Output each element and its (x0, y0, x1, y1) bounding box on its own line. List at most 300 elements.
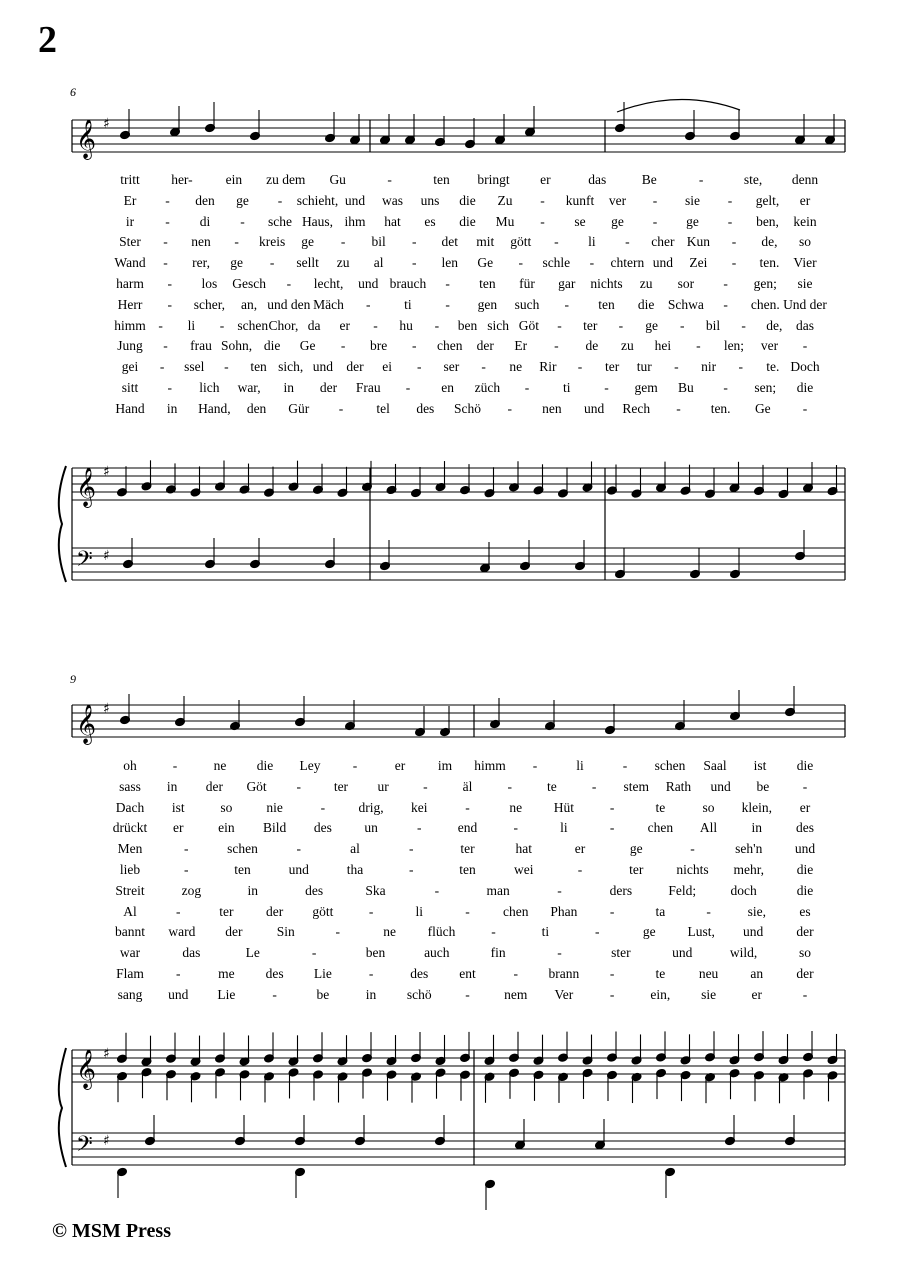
page-number: 2 (38, 19, 57, 61)
lyric-syllable: ten (234, 862, 251, 877)
lyric-syllable: - (240, 213, 245, 229)
lyric-line (0, 945, 900, 965)
lyric-syllable: - (554, 234, 559, 250)
lyric-syllable: chen (502, 903, 529, 919)
lyric-syllable: - (622, 758, 628, 773)
lyric-syllable: len (441, 255, 458, 271)
lyric-syllable: - (507, 400, 512, 416)
lyric-syllable: Ley (299, 758, 321, 773)
lyric-line (0, 276, 900, 296)
lyric-syllable: - (731, 255, 737, 271)
lyric-syllable: so (702, 799, 715, 815)
lyric-syllable: Lust, (687, 924, 715, 940)
lyric-syllable: - (676, 400, 681, 416)
lyric-syllable: in (751, 820, 763, 836)
lyric-syllable: es (799, 903, 811, 919)
lyric-syllable: - (738, 359, 743, 375)
lyric-syllable: sen; (754, 380, 777, 395)
lyric-syllable: scher, (193, 296, 226, 312)
lyric-syllable: ti (404, 296, 412, 312)
lyric-syllable: - (411, 255, 417, 271)
lyric-syllable: ne (509, 359, 523, 375)
lyric-syllable: ne (213, 758, 227, 773)
lyric-syllable: Rath (665, 778, 692, 794)
lyric-line (0, 338, 900, 358)
lyric-syllable: be (756, 778, 770, 794)
lyric-syllable: ge (301, 234, 314, 250)
lyric-syllable: - (802, 986, 808, 1002)
lyric-syllable: so (798, 234, 812, 250)
lyric-syllable: - (172, 758, 178, 773)
measure-number: 6 (70, 85, 76, 99)
lyric-syllable: er (172, 820, 184, 836)
lyric-syllable: - (465, 903, 470, 919)
lyric-syllable: Ster (119, 234, 141, 250)
lyric-syllable: die (256, 758, 274, 773)
lyric-syllable: brann (548, 966, 580, 981)
lyric-syllable: - (368, 966, 374, 981)
lyric-syllable: kreis (258, 234, 286, 250)
lyric-syllable: des (416, 400, 435, 416)
lyric-syllable: bre (370, 338, 388, 354)
lyric-syllable: - (175, 903, 181, 919)
lyric-syllable: ter (219, 903, 234, 919)
lyric-syllable: für (519, 276, 535, 291)
lyric-syllable: wei (514, 862, 534, 877)
lyric-syllable: Lie (217, 986, 236, 1002)
lyric-syllable: - (184, 841, 189, 857)
lyric-syllable: ti (541, 924, 550, 940)
lyric-syllable: sellt (296, 255, 319, 271)
lyric-syllable: Be (641, 172, 657, 187)
lyric-syllable: und (358, 276, 379, 291)
lyric-syllable: te (655, 966, 666, 981)
lyric-syllable: die (459, 192, 476, 208)
lyric-line (0, 297, 900, 317)
lyric-syllable: nir (701, 359, 717, 375)
lyric-syllable: - (340, 338, 346, 354)
lyric-syllable: - (165, 192, 170, 208)
lyric-syllable: de, (766, 317, 783, 333)
lyric-syllable: tha (346, 862, 364, 877)
lyric-syllable: - (609, 966, 615, 981)
lyric-syllable: und den (267, 296, 311, 312)
lyric-syllable: Schwa (667, 296, 704, 312)
lyric-syllable: - (167, 380, 172, 395)
lyric-syllable: sie (701, 986, 717, 1002)
lyric-syllable: Hüt (553, 799, 575, 815)
lyric-syllable: klein, (741, 799, 772, 815)
lyric-syllable: un (364, 820, 378, 836)
lyric-line (0, 172, 900, 192)
lyric-syllable: des (265, 966, 284, 981)
lyric-syllable: - (706, 903, 711, 919)
lyric-syllable: - (491, 924, 496, 940)
lyric-syllable: - (163, 234, 168, 250)
measure-number: 9 (70, 672, 76, 686)
lyric-syllable: ne (509, 799, 523, 815)
lyric-syllable: ver (760, 338, 779, 354)
lyric-syllable: zog (181, 882, 202, 898)
lyric-syllable: gelt, (755, 192, 780, 208)
lyric-syllable: so (798, 945, 812, 961)
lyric-syllable: ter (629, 862, 644, 877)
lyric-syllable: ter (583, 317, 598, 333)
lyric-syllable: schö (406, 986, 432, 1002)
lyric-syllable: - (802, 778, 808, 794)
lyric-syllable: - (652, 192, 658, 208)
lyric-syllable: te. (766, 359, 780, 375)
slur (617, 99, 740, 112)
lyric-syllable: der (476, 338, 494, 354)
lyric-syllable: ge (230, 255, 243, 271)
svg-text:𝄞: 𝄞 (76, 467, 97, 507)
lyric-syllable: mehr, (733, 862, 765, 877)
lyric-syllable: - (423, 778, 428, 794)
lyric-syllable: - (159, 359, 165, 375)
lyric-syllable: der (225, 924, 243, 940)
lyric-syllable: - (595, 924, 600, 940)
lyric-syllable: - (723, 276, 728, 291)
lyric-syllable: des (796, 820, 814, 836)
svg-text:♯: ♯ (103, 464, 110, 480)
lyric-syllable: - (409, 841, 414, 857)
lyric-syllable: himm (474, 758, 506, 773)
lyric-syllable: - (311, 945, 317, 961)
lyric-syllable: Sohn, (221, 338, 253, 354)
lyric-syllable: Flam (116, 966, 144, 981)
lyric-syllable: ein (225, 172, 243, 187)
lyric-syllable: Kun (686, 234, 711, 250)
lyric-syllable: lieb (119, 862, 141, 877)
lyric-syllable: - (589, 255, 595, 271)
lyric-syllable: tur (636, 359, 652, 375)
lyric-syllable: - (604, 380, 609, 395)
lyric-syllable: harm (116, 276, 144, 291)
lyric-syllable: die (796, 862, 814, 877)
lyric-syllable: schen (237, 317, 269, 333)
lyric-syllable: sitt (121, 380, 139, 395)
lyric-syllable: Sin (276, 924, 295, 940)
lyric-syllable: gei (121, 359, 139, 375)
lyric-line (0, 214, 900, 234)
lyric-syllable: Saal (703, 758, 727, 773)
lyric-syllable: len; (723, 338, 745, 354)
lyric-syllable: - (680, 317, 685, 333)
lyric-syllable: das (588, 172, 607, 187)
lyric-syllable: nie (266, 799, 283, 815)
lyric-syllable: ge (611, 213, 624, 229)
lyric-syllable: bringt (477, 172, 510, 187)
lyric-syllable: li (560, 820, 568, 836)
lyric-syllable: der (346, 359, 364, 375)
lyric-syllable: brauch (389, 276, 427, 291)
lyric-syllable: das (796, 317, 814, 333)
lyric-syllable: chen. (750, 296, 780, 312)
lyric-syllable: ste, (743, 172, 763, 187)
lyric-syllable: ge (645, 317, 658, 333)
lyric-syllable: - (296, 778, 301, 794)
lyric-syllable: ein (218, 820, 235, 836)
lyric-syllable: be (316, 986, 330, 1002)
lyric-syllable: die (796, 758, 814, 773)
lyric-syllable: schieht, (296, 192, 339, 208)
lyric-syllable: Chor, (268, 317, 299, 333)
svg-text:𝄞: 𝄞 (76, 119, 97, 159)
lyric-syllable: ben (457, 317, 478, 333)
lyric-syllable: und (583, 400, 605, 416)
lyric-syllable: ge (686, 213, 699, 229)
lyric-syllable: - (731, 234, 737, 250)
lyric-line (0, 193, 900, 213)
lyric-syllable: end (457, 820, 478, 836)
lyric-syllable: doch (730, 882, 757, 898)
lyric-syllable: im (437, 758, 453, 773)
svg-text:♯: ♯ (103, 1046, 110, 1062)
lyric-syllable: ster (611, 945, 631, 961)
lyric-syllable: er (799, 192, 811, 208)
svg-text:𝄢: 𝄢 (76, 547, 93, 577)
lyric-syllable: er (799, 799, 811, 815)
lyric-syllable: - (609, 986, 615, 1002)
lyric-syllable: me (218, 966, 235, 981)
lyric-syllable: - (352, 758, 358, 773)
lyric-syllable: - (591, 778, 597, 794)
lyric-syllable: himm (114, 317, 146, 333)
lyric-syllable: - (540, 213, 545, 229)
lyric-syllable: ser (443, 359, 460, 375)
lyric-syllable: - (674, 359, 679, 375)
lyric-syllable: ge (629, 841, 643, 857)
lyric-syllable: - (465, 986, 470, 1002)
lyric-syllable: Jung (117, 338, 143, 354)
lyric-syllable: - (723, 296, 728, 312)
lyric-syllable: die (637, 296, 655, 312)
lyric-syllable: Vier (793, 255, 817, 271)
lyric-syllable: - (564, 296, 569, 312)
lyric-syllable: - (277, 192, 283, 208)
lyric-syllable: der (319, 380, 338, 395)
lyric-syllable: mit (476, 234, 495, 250)
lyric-syllable: er (751, 986, 763, 1002)
lyric-syllable: nen (191, 234, 211, 250)
lyric-syllable: und (794, 841, 816, 857)
lyric-syllable: en (441, 380, 455, 395)
lyric-syllable: tel (376, 400, 390, 416)
lyric-syllable: los (201, 276, 218, 291)
lyric-syllable: ein, (650, 986, 671, 1002)
lyric-syllable: nichts (676, 862, 709, 877)
lyric-syllable: - (417, 820, 422, 836)
lyric-syllable: in (166, 778, 178, 794)
lyric-syllable: kunft (565, 192, 595, 208)
lyric-syllable: - (158, 317, 163, 333)
lyric-syllable: Le (245, 945, 260, 961)
svg-text:𝄞: 𝄞 (76, 704, 97, 744)
lyric-syllable: ben (365, 945, 386, 961)
lyric-syllable: al (350, 841, 360, 857)
lyric-syllable: in (247, 882, 258, 898)
lyric-syllable: das (182, 945, 201, 961)
lyric-line (0, 255, 900, 275)
lyric-syllable: ten (598, 296, 615, 312)
lyric-syllable: nichts (590, 276, 623, 291)
lyric-syllable: - (163, 338, 168, 354)
lyric-syllable: gen; (753, 276, 777, 291)
lyric-syllable: al (373, 255, 384, 271)
lyric-syllable: die (796, 380, 814, 395)
lyric-syllable: - (723, 380, 728, 395)
lyric-syllable: uns (420, 192, 440, 208)
lyric-line (0, 234, 900, 254)
lyric-syllable: - (234, 234, 239, 250)
lyric-syllable: - (652, 213, 658, 229)
lyric-syllable: - (411, 234, 417, 250)
lyric-syllable: auch (424, 945, 450, 961)
svg-text:𝄞: 𝄞 (76, 1049, 97, 1089)
lyric-syllable: man (486, 882, 510, 898)
lyric-syllable: hu (399, 317, 413, 333)
lyric-syllable: und (652, 255, 674, 271)
lyric-syllable: ders (609, 882, 633, 898)
lyric-syllable: - (577, 359, 583, 375)
lyric-syllable: sche (268, 213, 292, 229)
lyric-syllable: gar (558, 276, 576, 291)
lyric-syllable: Lie (313, 966, 332, 981)
lyric-syllable: Gu (329, 172, 346, 187)
lyric-syllable: - (481, 359, 486, 375)
lyric-syllable: - (802, 400, 808, 416)
lyric-syllable: - (445, 276, 450, 291)
lyric-syllable: ter (333, 778, 349, 794)
lyric-syllable: chen (647, 820, 674, 836)
lyric-syllable: sie, (747, 903, 766, 919)
lyric-syllable: - (690, 841, 695, 857)
lyric-syllable: ward (168, 924, 196, 940)
lyric-syllable: zu dem (266, 172, 306, 187)
lyric-syllable: sang (117, 986, 143, 1002)
lyric-syllable: Doch (790, 359, 820, 375)
lyric-syllable: ten. (759, 255, 780, 271)
lyric-syllable: Haus, (301, 213, 334, 229)
lyric-syllable: rer, (192, 255, 210, 271)
lyric-syllable: ten (459, 862, 476, 877)
lyric-syllable: den (195, 192, 215, 208)
lyric-syllable: - (557, 945, 562, 961)
lyric-syllable: - (618, 317, 624, 333)
lyric-syllable: ne (383, 924, 396, 940)
lyric-syllable: an (750, 966, 764, 981)
lyric-syllable: und (312, 359, 333, 375)
lyric-syllable: Al (123, 903, 137, 919)
lyric-syllable: oh (123, 758, 137, 773)
lyric-syllable: - (434, 882, 440, 898)
lyric-syllable: Er (514, 338, 528, 354)
lyric-syllable: er (339, 317, 351, 333)
lyric-syllable: Rech (622, 400, 651, 416)
lyric-syllable: nem (504, 986, 528, 1002)
lyric-syllable: sass (119, 778, 141, 794)
lyric-syllable: drückt (112, 820, 148, 836)
lyric-syllable: ei (382, 359, 393, 375)
lyric-syllable: - (557, 882, 562, 898)
lyric-syllable: stem (623, 778, 649, 794)
lyric-syllable: de (585, 338, 599, 354)
lyric-syllable: die (263, 338, 281, 354)
lyric-syllable: die (796, 882, 814, 898)
lyric-line (0, 987, 900, 1007)
lyric-syllable: di (199, 213, 211, 229)
lyric-syllable: - (320, 799, 326, 815)
lyric-line (0, 904, 900, 924)
lyric-syllable: All (699, 820, 718, 836)
lyric-line (0, 820, 900, 840)
lyric-syllable: gen (477, 296, 498, 312)
lyric-syllable: sor (677, 276, 695, 291)
lyric-syllable: züch (474, 380, 501, 395)
lyric-syllable: in (365, 986, 377, 1002)
lyric-syllable: Schö (454, 400, 481, 416)
lyric-syllable: - (513, 966, 518, 981)
lyric-syllable: - (625, 234, 630, 250)
lyric-syllable: ten (433, 172, 450, 187)
lyric-syllable: - (518, 255, 524, 271)
lyric-syllable: Rir (539, 359, 557, 375)
lyric-syllable: - (465, 799, 470, 815)
lyric-syllable: zu (336, 255, 350, 271)
lyric-syllable: Ge (754, 400, 771, 416)
lyric-line (0, 401, 900, 421)
lyric-syllable: tritt (120, 172, 140, 187)
lyric-syllable: sich (487, 317, 510, 333)
lyric-syllable: der (205, 778, 223, 794)
lyric-syllable: in (283, 380, 295, 395)
lyric-syllable: ir (125, 213, 135, 229)
lyric-syllable: - (411, 338, 417, 354)
lyric-syllable: an, (241, 296, 258, 312)
lyric-line (0, 841, 900, 861)
lyric-syllable: ist (171, 799, 185, 815)
lyric-syllable: ten (479, 276, 496, 291)
lyric-syllable: er (540, 172, 551, 187)
lyric-syllable: Streit (115, 882, 145, 898)
lyric-syllable: - (373, 317, 378, 333)
lyric-syllable: - (434, 317, 440, 333)
lyric-syllable: in (166, 400, 178, 416)
lyric-line (0, 966, 900, 986)
lyric-syllable: ent (459, 966, 476, 981)
lyric-syllable: de, (761, 234, 778, 250)
lyric-syllable: frau (190, 338, 212, 354)
lyric-line (0, 779, 900, 799)
lyric-syllable: - (513, 820, 518, 836)
lyric-syllable: hat (515, 841, 532, 857)
lyric-syllable: - (224, 359, 229, 375)
lyric-syllable: Herr (117, 296, 143, 312)
lyric-syllable: und (672, 945, 693, 961)
lyric-syllable: bannt (115, 924, 145, 940)
lyric-syllable: Ge (477, 255, 494, 271)
lyric-syllable: - (405, 380, 411, 395)
lyric-syllable: war, (237, 380, 261, 395)
lyric-syllable: des (305, 882, 324, 898)
lyric-syllable: such (514, 296, 540, 312)
lyric-syllable: - (417, 359, 422, 375)
lyric-syllable: des (313, 820, 332, 836)
lyric-syllable: denn (791, 172, 819, 187)
lyric-syllable: Feld; (668, 882, 697, 898)
lyric-syllable: - (165, 213, 170, 229)
